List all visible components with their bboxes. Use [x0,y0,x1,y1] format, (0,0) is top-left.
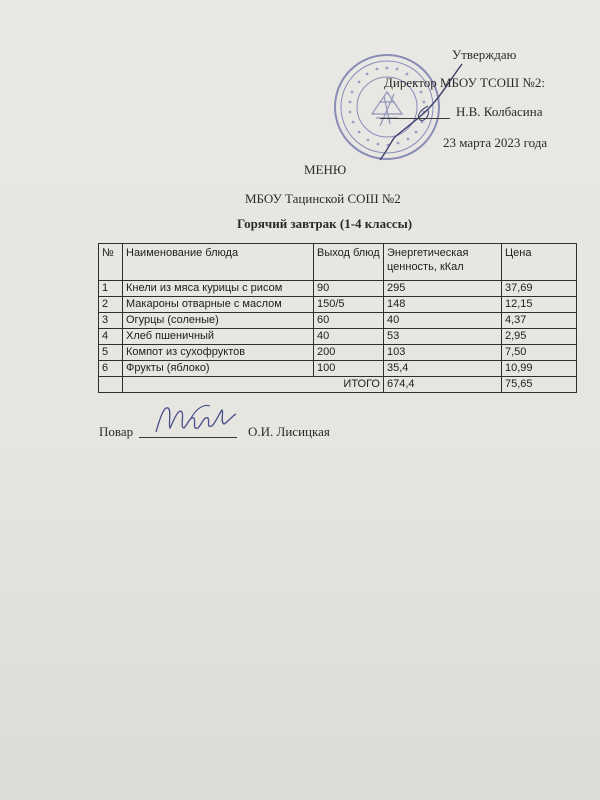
table-row [99,329,577,345]
dish-price: 12,15 [502,297,577,313]
dish-energy: 35,4 [384,361,502,377]
dish-price: 37,69 [502,281,577,297]
cook-label: Повар [99,424,134,439]
total-row [99,377,577,393]
cook-signature-icon [150,398,240,440]
dish-energy: 103 [384,345,502,361]
dish-portion: 90 [314,281,384,297]
table-row [99,361,577,377]
meal-title: Горячий завтрак (1-4 классы) [237,216,413,231]
dish-name: Огурцы (соленые) [123,313,314,329]
dish-price: 10,99 [502,361,577,377]
row-number: 6 [99,361,123,377]
row-number: 5 [99,345,123,361]
dish-price: 7,50 [502,345,577,361]
director-signature-line [380,118,450,119]
total-blank-cell [123,377,314,393]
approved-label: Утверждаю [452,47,517,62]
dish-portion: 100 [314,361,384,377]
dish-price: 4,37 [502,313,577,329]
total-energy: 674,4 [384,377,502,393]
approval-date: 23 марта 2023 года [443,135,548,150]
dish-portion: 60 [314,313,384,329]
dish-energy: 40 [384,313,502,329]
dish-price: 2,95 [502,329,577,345]
dish-energy: 148 [384,297,502,313]
column-header-energy: Энергетическая ценность, кКал [384,244,502,281]
row-number: 4 [99,329,123,345]
column-header-price: Цена [502,244,577,281]
table-row [99,297,577,313]
dish-energy: 53 [384,329,502,345]
dish-portion: 200 [314,345,384,361]
dish-name: Хлеб пшеничный [123,329,314,345]
dish-name: Компот из сухофруктов [123,345,314,361]
dish-portion: 40 [314,329,384,345]
total-label: ИТОГО [314,377,384,393]
cook-name: О.И. Лисицкая [248,424,330,439]
row-number: 3 [99,313,123,329]
table-header-row [99,244,577,281]
dish-portion: 150/5 [314,297,384,313]
dish-name: Кнели из мяса курицы с рисом [123,281,314,297]
table-row [99,313,577,329]
table-row [99,345,577,361]
dish-name: Фрукты (яблоко) [123,361,314,377]
column-header-dish: Наименование блюда [123,244,314,281]
column-header-portion: Выход блюд [314,244,384,281]
school-name: МБОУ Тацинской СОШ №2 [245,191,401,206]
total-blank-cell [99,377,123,393]
total-price: 75,65 [502,377,577,393]
menu-table [98,243,577,393]
row-number: 1 [99,281,123,297]
director-name: Н.В. Колбасина [456,104,543,119]
row-number: 2 [99,297,123,313]
table-row [99,281,577,297]
column-header-number: № [99,244,123,281]
dish-name: Макароны отварные с маслом [123,297,314,313]
director-line: Директор МБОУ ТСОШ №2: [384,75,545,90]
menu-title: МЕНЮ [304,162,347,177]
dish-energy: 295 [384,281,502,297]
